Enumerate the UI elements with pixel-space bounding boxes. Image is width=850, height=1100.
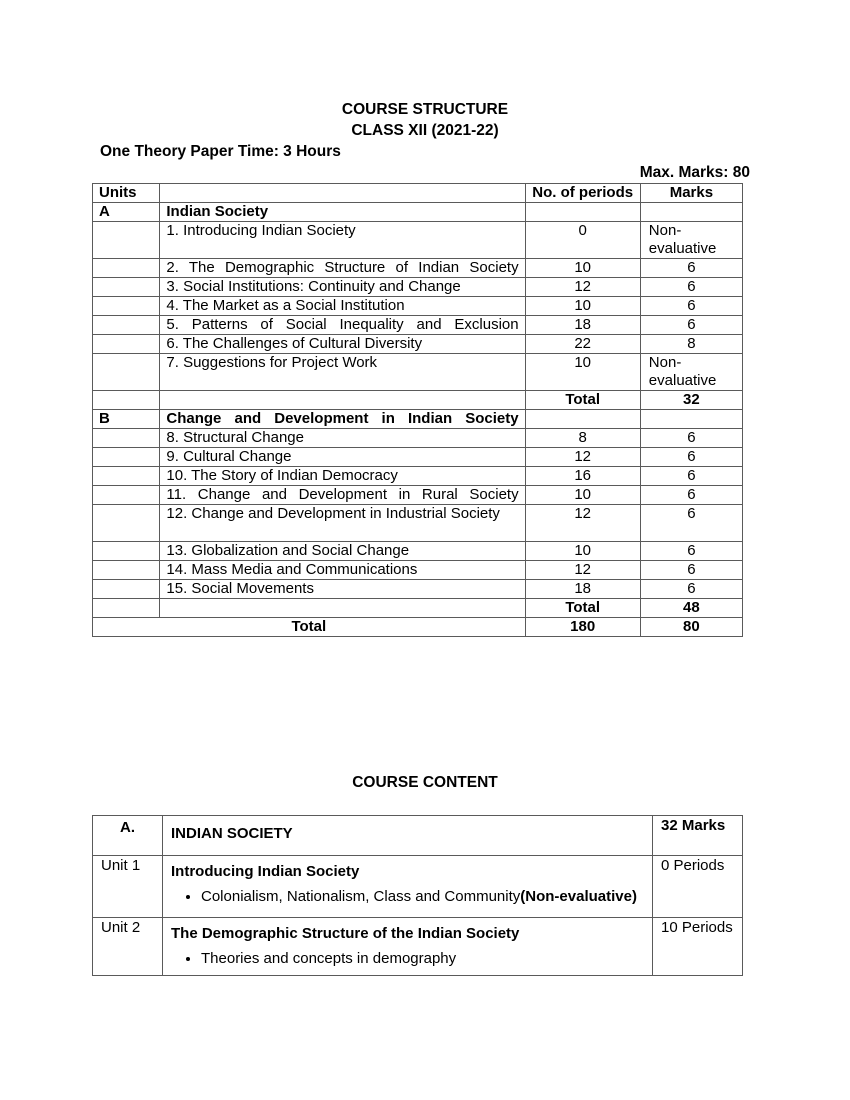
periods-cell: 0: [525, 222, 640, 259]
unit-body: [163, 918, 653, 976]
periods-cell: 12: [525, 561, 640, 580]
unit-title: The Demographic Structure of the Indian Society: [171, 925, 520, 942]
section-a-total-row: [93, 391, 743, 410]
list-item: • Theories and concepts in demography: [201, 948, 644, 969]
topic-cell: 3. Social Institutions: Continuity and Change: [160, 278, 525, 297]
periods-cell: 10: [525, 486, 640, 505]
table-row: [93, 429, 743, 448]
topic-cell: 4. The Market as a Social Institution: [160, 297, 525, 316]
unit-label: Unit 1: [93, 856, 163, 918]
class-line: CLASS XII (2021-22): [351, 122, 499, 139]
marks-cell: 6: [640, 278, 742, 297]
table-row: [93, 335, 743, 354]
header-topic-empty: [160, 184, 525, 203]
marks-cell: 8: [640, 335, 742, 354]
periods-cell: 12: [525, 505, 640, 542]
unit-topic-list: [171, 886, 644, 907]
periods-cell: 16: [525, 467, 640, 486]
list-item: • Colonialism, Nationalism, Class and Community(Non-evaluative): [201, 886, 644, 907]
periods-cell: 18: [525, 316, 640, 335]
marks-cell: Non-evaluative: [640, 354, 742, 391]
table-row: [93, 278, 743, 297]
header-periods: No. of periods: [525, 184, 640, 203]
unit-periods: 0 Periods: [653, 856, 743, 918]
grand-total-marks: 80: [640, 618, 742, 637]
topic-cell: 11. Change and Development in Rural Society: [160, 486, 525, 505]
marks-cell: 6: [640, 259, 742, 278]
section-code: A: [93, 203, 160, 222]
section-title: Change and Development in Indian Society: [160, 410, 525, 429]
max-marks: Max. Marks: 80: [639, 164, 750, 181]
topic-cell: 13. Globalization and Social Change: [160, 542, 525, 561]
grand-total-label: Total: [93, 618, 526, 637]
periods-cell: 18: [525, 580, 640, 599]
marks-cell: 6: [640, 542, 742, 561]
table-row: [93, 297, 743, 316]
unit-title: Introducing Indian Society: [171, 863, 360, 880]
table-row: [93, 580, 743, 599]
grand-total-periods: 180: [525, 618, 640, 637]
topic-cell: 5. Patterns of Social Inequality and Exclusion: [160, 316, 525, 335]
table-row: [93, 354, 743, 391]
table-row: [93, 448, 743, 467]
paper-line: One Theory Paper Time: 3 Hours: [100, 143, 341, 160]
periods-cell: 10: [525, 259, 640, 278]
total-label: Total: [525, 391, 640, 410]
section-marks: 32 Marks: [653, 816, 743, 856]
section-title: INDIAN SOCIETY: [163, 816, 653, 856]
table-row: [93, 222, 743, 259]
content-section-row: [93, 816, 743, 856]
section-code: A.: [93, 816, 163, 856]
topic-cell: 14. Mass Media and Communications: [160, 561, 525, 580]
periods-cell: 10: [525, 354, 640, 391]
table-row: [93, 316, 743, 335]
course-structure-table: [92, 183, 743, 637]
table-row: [93, 561, 743, 580]
marks-cell: Non-evaluative: [640, 222, 742, 259]
topic-cell: 10. The Story of Indian Democracy: [160, 467, 525, 486]
table-row: [93, 486, 743, 505]
total-marks: 48: [640, 599, 742, 618]
unit-label: Unit 2: [93, 918, 163, 976]
periods-cell: 12: [525, 278, 640, 297]
marks-cell: 6: [640, 505, 742, 542]
page-title: COURSE STRUCTURE: [341, 101, 509, 118]
periods-cell: 22: [525, 335, 640, 354]
topic-cell: 1. Introducing Indian Society: [160, 222, 525, 259]
section-b-total-row: [93, 599, 743, 618]
marks-cell: 6: [640, 580, 742, 599]
unit-body: [163, 856, 653, 918]
marks-cell: 6: [640, 429, 742, 448]
marks-cell: 6: [640, 297, 742, 316]
topic-cell: 15. Social Movements: [160, 580, 525, 599]
content-unit-row: [93, 856, 743, 918]
course-content-title: COURSE CONTENT: [352, 774, 498, 791]
header-units: Units: [93, 184, 160, 203]
unit-topic-list: [171, 948, 644, 969]
total-label: Total: [525, 599, 640, 618]
marks-cell: 6: [640, 448, 742, 467]
total-marks: 32: [640, 391, 742, 410]
periods-cell: 12: [525, 448, 640, 467]
topic-cell: 7. Suggestions for Project Work: [160, 354, 525, 391]
marks-cell: 6: [640, 561, 742, 580]
section-title: Indian Society: [160, 203, 525, 222]
content-unit-row: [93, 918, 743, 976]
grand-total-row: [93, 618, 743, 637]
topic-cell: 8. Structural Change: [160, 429, 525, 448]
topic-cell: 12. Change and Development in Industrial Society: [160, 505, 525, 542]
periods-cell: 8: [525, 429, 640, 448]
header-marks: Marks: [640, 184, 742, 203]
topic-cell: 2. The Demographic Structure of Indian Society: [160, 259, 525, 278]
marks-cell: 6: [640, 467, 742, 486]
periods-cell: 10: [525, 542, 640, 561]
table-header-row: [93, 184, 743, 203]
section-a-row: [93, 203, 743, 222]
unit-periods: 10 Periods: [653, 918, 743, 976]
section-b-row: [93, 410, 743, 429]
course-content-table: [92, 815, 743, 976]
table-row: [93, 259, 743, 278]
topic-cell: 9. Cultural Change: [160, 448, 525, 467]
section-code: B: [93, 410, 160, 429]
marks-cell: 6: [640, 316, 742, 335]
marks-cell: 6: [640, 486, 742, 505]
table-row: [93, 467, 743, 486]
topic-cell: 6. The Challenges of Cultural Diversity: [160, 335, 525, 354]
table-row: [93, 542, 743, 561]
periods-cell: 10: [525, 297, 640, 316]
table-row: [93, 505, 743, 542]
